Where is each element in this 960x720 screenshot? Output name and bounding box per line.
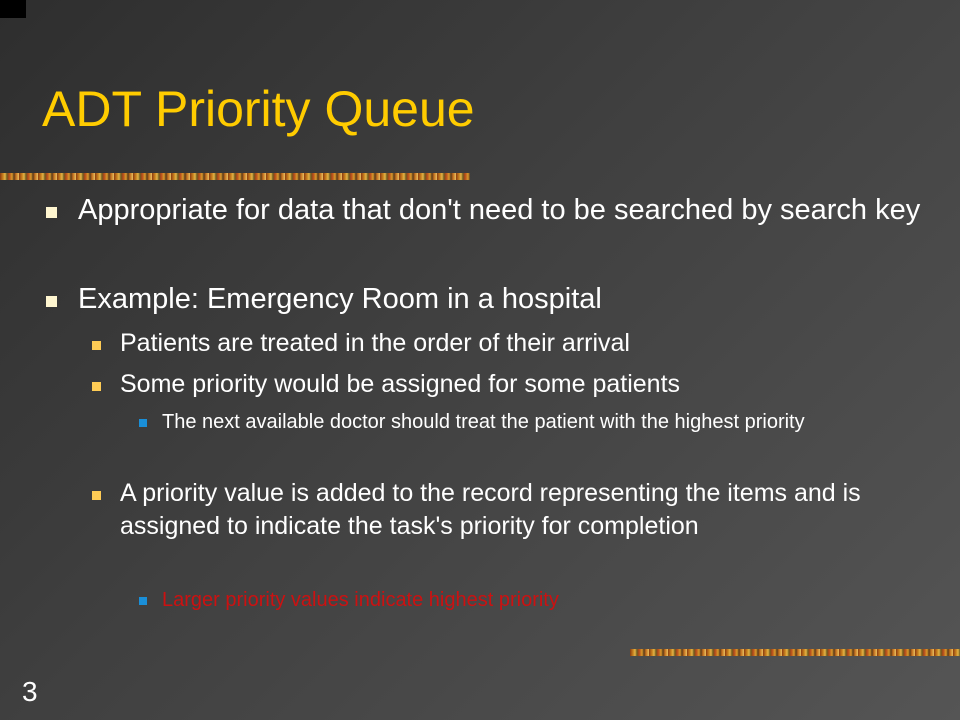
footer-divider	[630, 649, 960, 656]
square-bullet-icon	[92, 341, 101, 350]
bullet-text: Appropriate for data that don't need to be searched by search key	[78, 194, 921, 226]
square-bullet-icon	[139, 419, 147, 427]
bullet-text: The next available doctor should treat the patient with the highest priority	[162, 411, 805, 433]
page-number: 3	[22, 676, 38, 707]
bullet-text: Larger priority values indicate highest priority	[162, 589, 559, 611]
square-bullet-icon	[46, 296, 57, 307]
bullet-text: Patients are treated in the order of their arrival	[120, 329, 630, 357]
square-bullet-icon	[92, 382, 101, 391]
bullet-item	[162, 409, 882, 436]
bullet-text: A priority value is added to the record representing the items and is assigned to indicate the task's priority for completion	[120, 479, 861, 540]
bullet-item	[78, 192, 938, 229]
bullet-item	[120, 327, 920, 360]
bullet-item	[162, 587, 882, 614]
bullet-item	[78, 281, 938, 318]
bullet-item	[120, 477, 920, 543]
square-bullet-icon	[92, 491, 101, 500]
bullet-item	[120, 368, 920, 401]
square-bullet-icon	[139, 597, 147, 605]
bullet-text: Some priority would be assigned for some patients	[120, 370, 681, 398]
slide-title: ADT Priority Queue	[42, 81, 475, 137]
square-bullet-icon	[46, 207, 57, 218]
bullet-text: Example: Emergency Room in a hospital	[78, 283, 602, 315]
corner-decoration	[0, 0, 26, 18]
title-divider	[0, 173, 470, 180]
